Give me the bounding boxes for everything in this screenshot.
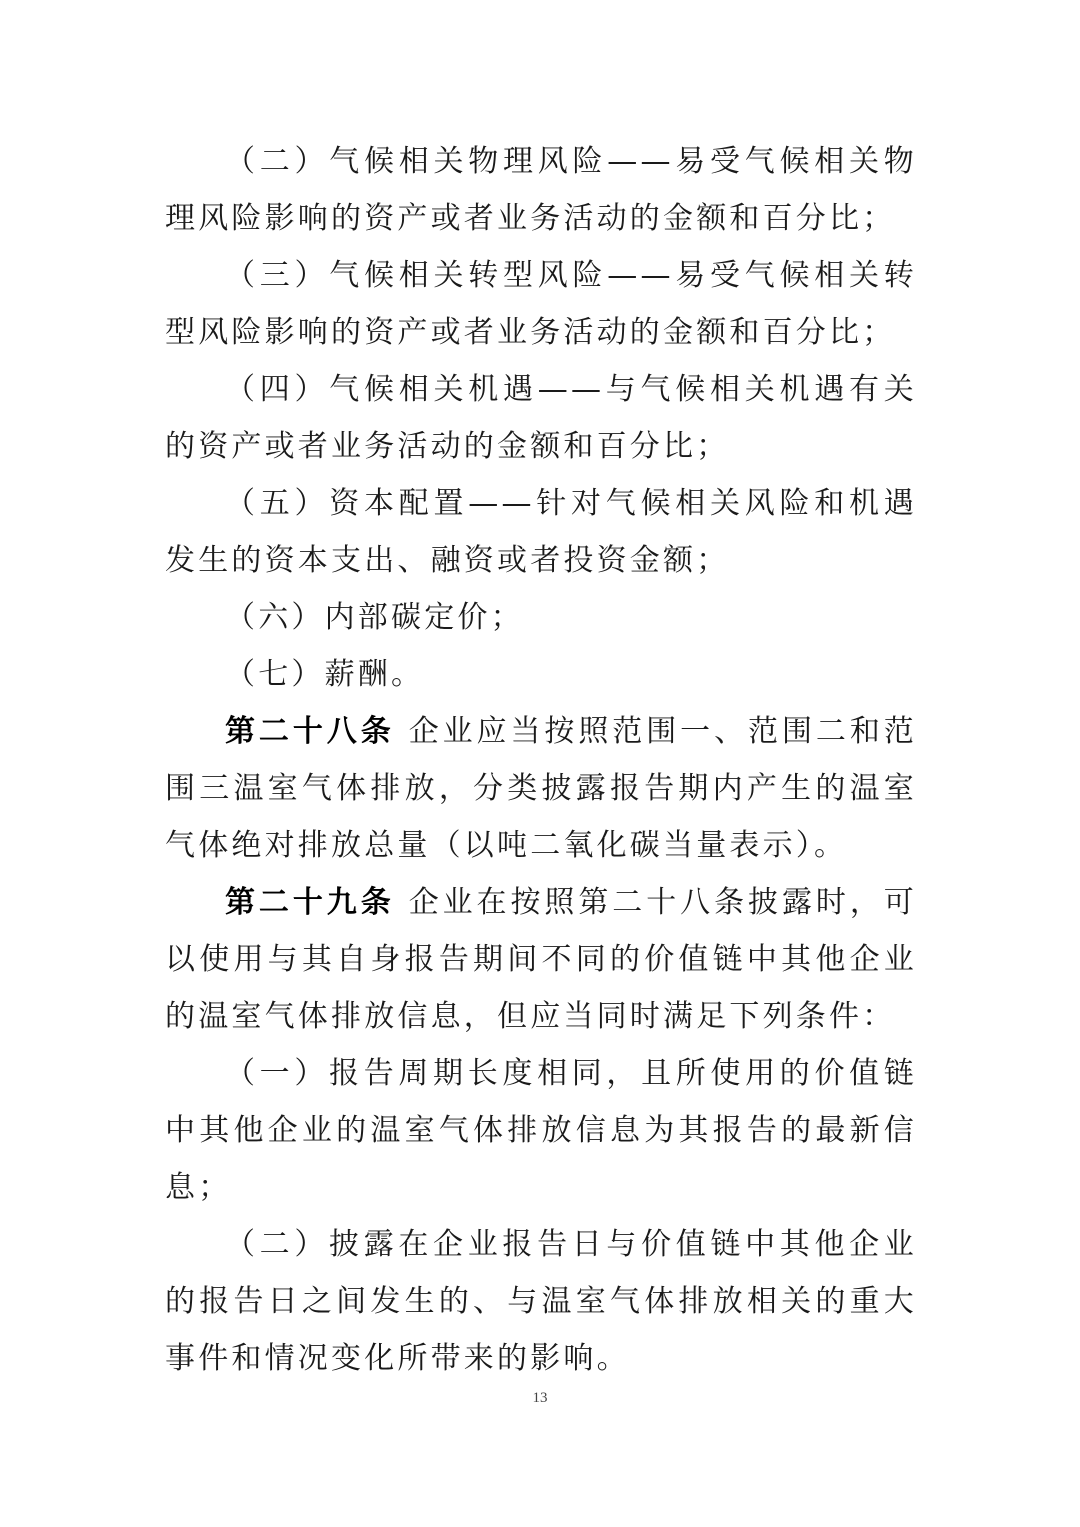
item-physical-risk: （二）气候相关物理风险——易受气候相关物理风险影响的资产或者业务活动的金额和百分比；: [165, 144, 917, 236]
document-body: [165, 133, 917, 1387]
article-28-text: 企业应当按照范围一、范围二和范围三温室气体排放，分类披露报告期内产生的温室气体绝对排放总量（以吨二氧化碳当量表示）。: [165, 714, 918, 863]
article-28: [165, 703, 917, 874]
item-transition-risk: （三）气候相关转型风险——易受气候相关转型风险影响的资产或者业务活动的金额和百分比；: [165, 258, 917, 350]
condition-material-events: （二）披露在企业报告日与价值链中其他企业的报告日之间发生的、与温室气体排放相关的重大事件和情况变化所带来的影响。: [165, 1227, 917, 1376]
condition-same-period: （一）报告周期长度相同，且所使用的价值链中其他企业的温室气体排放信息为其报告的最新信息；: [165, 1056, 917, 1205]
item-remuneration: （七）薪酬。: [225, 657, 425, 692]
article-29-text: 企业在按照第二十八条披露时，可以使用与其自身报告期间不同的价值链中其他企业的温室气体排放信息，但应当同时满足下列条件：: [165, 885, 918, 1034]
article-28-heading: 第二十八条: [225, 714, 395, 749]
page-number: 13: [532, 1390, 548, 1406]
article-29-heading: 第二十九条: [225, 885, 395, 920]
item-capital-deployment: （五）资本配置——针对气候相关风险和机遇发生的资本支出、融资或者投资金额；: [165, 486, 917, 578]
item-internal-carbon-price: （六）内部碳定价；: [225, 600, 524, 635]
article-29: [165, 874, 917, 1045]
item-climate-opportunity: （四）气候相关机遇——与气候相关机遇有关的资产或者业务活动的金额和百分比；: [165, 372, 917, 464]
